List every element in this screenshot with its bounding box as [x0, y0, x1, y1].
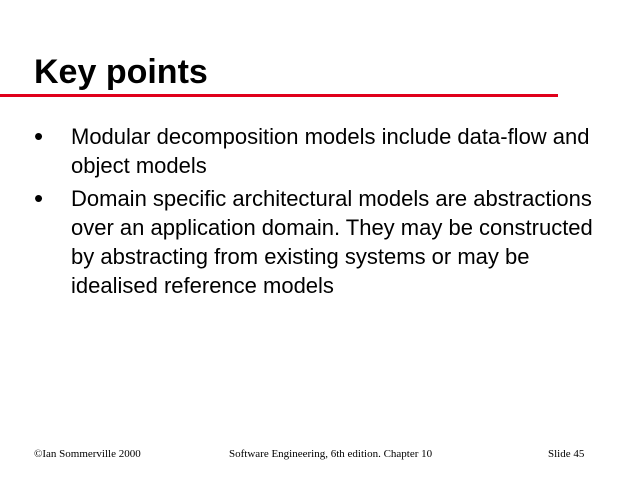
title-underline	[0, 94, 558, 97]
bullet-text: Modular decomposition models include data-flow and object models	[71, 124, 590, 178]
bullet-text: Domain specific architectural models are abstractions over an application domain. They may be constructed by abstracting from existing systems or may be idealised reference models	[71, 186, 593, 298]
bullet-list	[0, 122, 638, 304]
footer-book-title: Software Engineering, 6th edition. Chapter 10	[229, 448, 433, 460]
bullet-icon: •	[34, 183, 44, 213]
footer-copyright: ©Ian Sommerville 2000	[34, 448, 141, 460]
bullet-item	[0, 122, 638, 180]
bullet-item	[0, 184, 638, 300]
bullet-icon: •	[34, 121, 44, 151]
footer-slide-number: Slide 45	[548, 448, 585, 460]
slide-title: Key points	[34, 53, 208, 91]
